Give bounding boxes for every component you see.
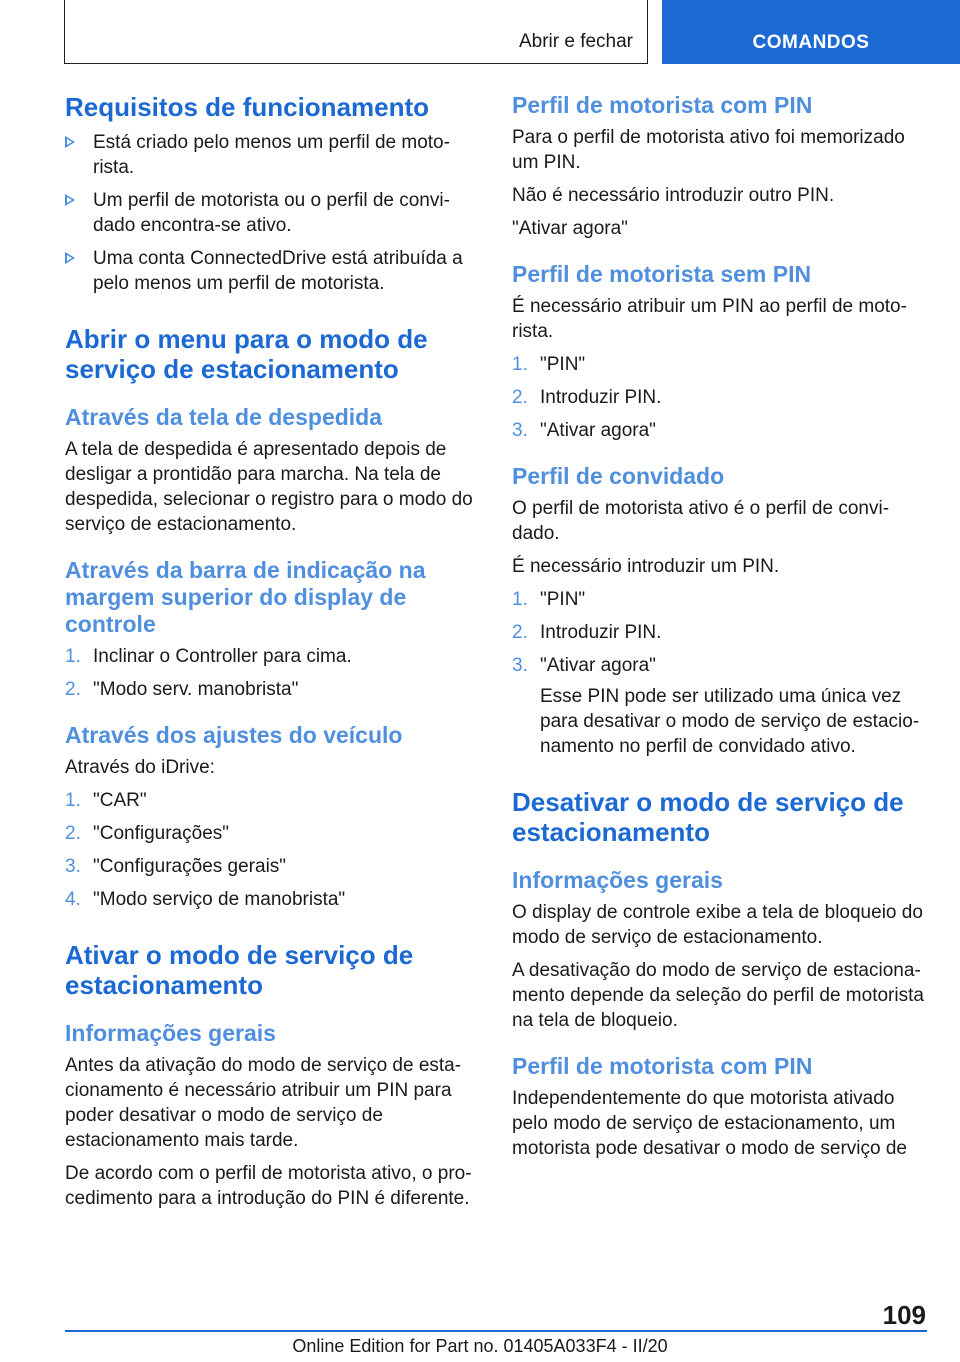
footer-edition: Online Edition for Part no. 01405A033F4 - II/20 (292, 1336, 668, 1356)
list-item: Um perfil de motorista ou o perfil de convidado encontra-se ativo. (65, 188, 475, 238)
heading-barra-indicacao: Através da barra de indicação na margem superior do display de controle (65, 557, 426, 637)
heading-abrir-menu: Abrir o menu para o modo de serviço de estacionamento (65, 324, 428, 384)
heading-informacoes-gerais: Informações gerais (65, 1020, 276, 1046)
paragraph: O display de controle exibe a tela de bloqueio do modo de serviço de estacionamento. (512, 902, 923, 948)
list-item: Está criado pelo menos um perfil de motorista. (65, 130, 475, 180)
list-item: 2. "Modo serv. manobrista" (65, 679, 299, 700)
list-item: 1. "PIN" (512, 354, 586, 375)
chapter-tab (662, 0, 960, 64)
paragraph: Não é necessário introduzir outro PIN. (512, 185, 835, 206)
right-column (512, 92, 930, 1169)
list-item: 3. "Ativar agora" (512, 420, 656, 441)
paragraph: De acordo com o perfil de motorista ativo, o procedimento para a introdução do PIN é diferente. (65, 1163, 472, 1209)
list-item: 3. "Ativar agora" (512, 655, 656, 676)
list-item: 1. Inclinar o Controller para cima. (65, 646, 352, 667)
list-item: 1. "CAR" (65, 790, 147, 811)
section-title: Abrir e fechar (518, 31, 633, 52)
list-item: 2. Introduzir PIN. (512, 387, 662, 408)
list-item: 1. "PIN" (512, 589, 586, 610)
paragraph: É necessário introduzir um PIN. (512, 556, 780, 577)
list-item: Uma conta ConnectedDrive está atribuída a pelo menos um perfil de motorista. (65, 246, 475, 296)
triangle-bullet-icon (65, 136, 75, 148)
heading-ativar: Ativar o modo de serviço de estacionamento (65, 940, 414, 1000)
page-header (0, 0, 960, 66)
heading-tela-despedida: Através da tela de despedida (65, 404, 383, 430)
heading-ajustes-veiculo: Através dos ajustes do veículo (65, 722, 403, 748)
paragraph: Para o perfil de motorista ativo foi memorizado um PIN. (512, 127, 905, 173)
list-item: 3. "Configurações gerais" (65, 856, 287, 877)
left-column (65, 92, 475, 1219)
steps-list (512, 587, 930, 678)
heading-informacoes-gerais: Informações gerais (512, 867, 723, 893)
paragraph: Independentemente do que motorista ativado pelo modo de serviço de estacionamento, um motorista pode desativar o modo de serviço de (512, 1088, 907, 1159)
heading-requisitos: Requisitos de funcionamento (65, 92, 430, 122)
chapter-title: COMANDOS (752, 32, 870, 53)
heading-perfil-com-pin-2: Perfil de motorista com PIN (512, 1053, 813, 1079)
triangle-bullet-icon (65, 252, 75, 264)
requirements-list (65, 130, 475, 296)
heading-perfil-convidado: Perfil de convidado (512, 463, 725, 489)
paragraph: Através do iDrive: (65, 757, 215, 778)
heading-desativar: Desativar o modo de serviço de estacionamento (512, 787, 904, 847)
paragraph: A desativação do modo de serviço de estacionamento depende da seleção do perfil de motorista na tela de bloqueio. (512, 960, 924, 1031)
list-item: 2. "Configurações" (65, 823, 230, 844)
heading-perfil-sem-pin: Perfil de motorista sem PIN (512, 261, 812, 287)
heading-perfil-com-pin: Perfil de motorista com PIN (512, 92, 813, 118)
paragraph: A tela de despedida é apresentado depois de desligar a prontidão para marcha. Na tela de despedida, selecionar o registro para o modo do serviço de estacionamento. (65, 439, 473, 535)
triangle-bullet-icon (65, 194, 75, 206)
list-item: 4. "Modo serviço de manobrista" (65, 889, 346, 910)
page-number: 109 (882, 1300, 926, 1330)
footer-divider (65, 1330, 927, 1332)
section-tab (64, 0, 648, 64)
paragraph: Antes da ativação do modo de serviço de estacionamento é necessário atribuir um PIN para poder desativar o modo de serviço de estacionamento mais tarde. (65, 1055, 462, 1151)
steps-list (512, 352, 930, 443)
list-item: 2. Introduzir PIN. (512, 622, 662, 643)
steps-list (65, 644, 475, 702)
steps-list (65, 788, 475, 912)
step-note: Esse PIN pode ser utilizado uma única vez para desativar o modo de serviço de estacionamento no perfil de convidado ativo. (540, 686, 920, 757)
paragraph: O perfil de motorista ativo é o perfil de convidado. (512, 498, 890, 544)
paragraph: É necessário atribuir um PIN ao perfil de motorista. (512, 296, 907, 342)
paragraph: "Ativar agora" (512, 218, 628, 239)
